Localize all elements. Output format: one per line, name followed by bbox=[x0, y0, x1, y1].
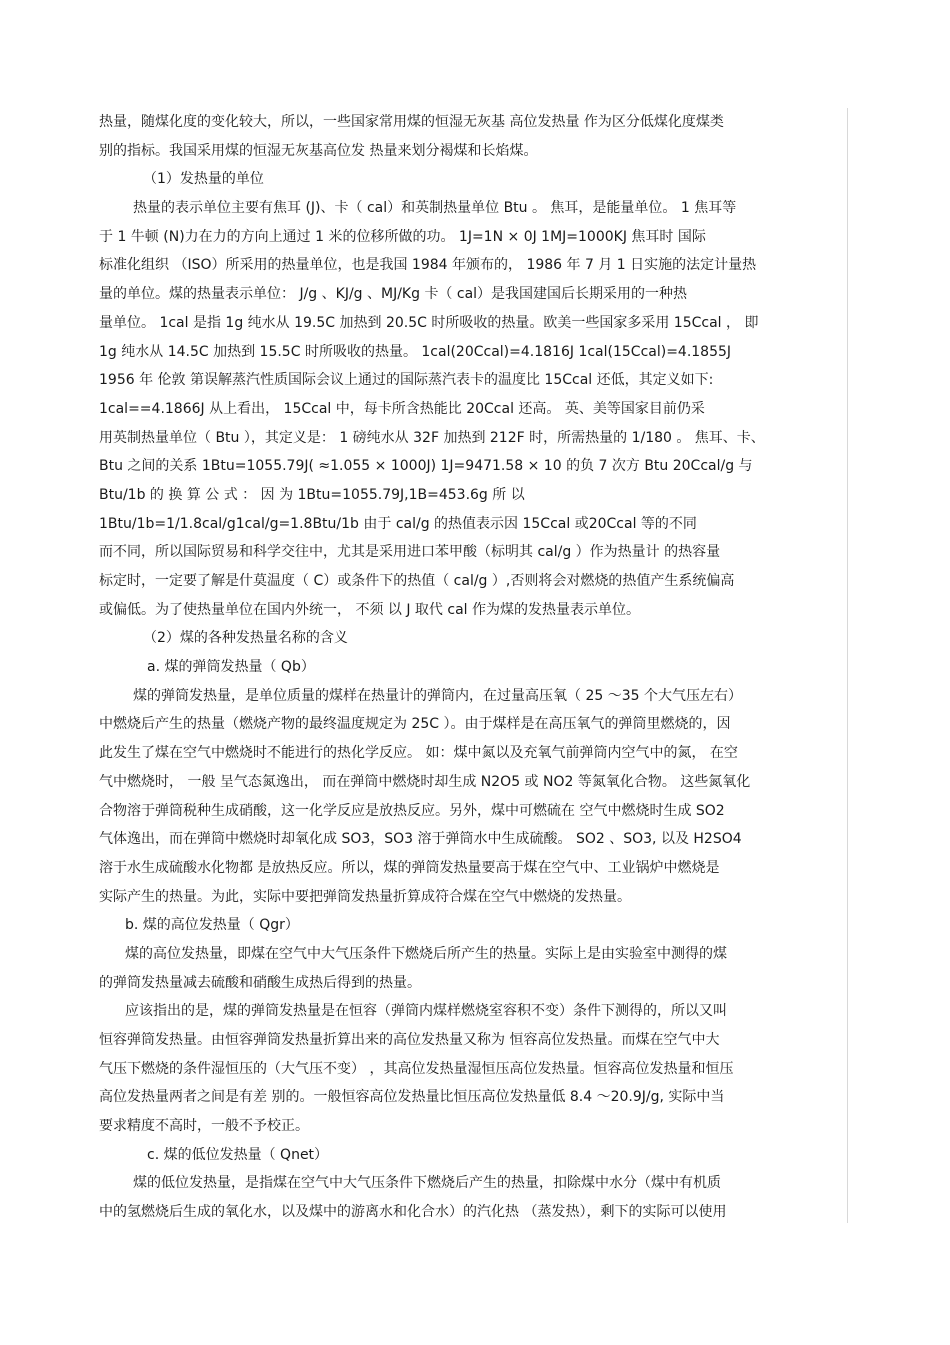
subsection-heading: b. 煤的高位发热量（ Qgr） bbox=[125, 917, 299, 934]
text-line: 高位发热量两者之间是有差 别的。一般恒容高位发热量比恒压高位发热量低 8.4 ～20.9J/g, 实际中当 bbox=[99, 1089, 725, 1106]
text-line: 煤的高位发热量，即煤在空气中大气压条件下燃烧后所产生的热量。实际上是由实验室中测得的煤 bbox=[125, 945, 727, 962]
section-heading: （1）发热量的单位 bbox=[143, 171, 264, 188]
text-line: 实际产生的热量。为此，实际中要把弹筒发热量折算成符合煤在空气中燃烧的发热量。 bbox=[99, 888, 631, 905]
text-line: 量的单位。煤的热量表示单位： J/g 、KJ/g 、MJ/Kg 卡（ cal）是我国建国后长期采用的一种热 bbox=[99, 286, 688, 303]
text-line: 煤的弹筒发热量，是单位质量的煤样在热量计的弹筒内，在过量高压氧（ 25 ～35 个大气压左右） bbox=[133, 687, 742, 704]
subsection-heading: a. 煤的弹筒发热量（ Qb） bbox=[147, 659, 315, 676]
text-line: 用英制热量单位（ Btu ），其定义是： 1 磅纯水从 32F 加热到 212F 时，所需热量的 1/180 。 焦耳、卡、 bbox=[99, 429, 765, 446]
text-line: 于 1 牛顿 (N)力在力的方向上通过 1 米的位移所做的功。 1J=1N × 0J 1MJ=1000KJ 焦耳时 国际 bbox=[99, 228, 706, 245]
text-line: Btu 之间的关系 1Btu=1055.79J( ≈1.055 × 1000J) 1J=9471.58 × 10 的负 7 次方 Btu 20Ccal/g 与 bbox=[99, 458, 753, 475]
text-line: 气中燃烧时， 一般 呈气态氮逸出， 而在弹筒中燃烧时却生成 N2O5 或 NO2 等氮氧化合物。 这些氮氧化 bbox=[99, 773, 751, 790]
page-edge-line bbox=[847, 108, 848, 1223]
text-line: 应该指出的是，煤的弹筒发热量是在恒容（弹筒内煤样燃烧室容积不变）条件下测得的，所以又叫 bbox=[125, 1003, 727, 1020]
text-line: 溶于水生成硫酸水化物都 是放热反应。所以，煤的弹筒发热量要高于煤在空气中、工业锅炉中燃烧是 bbox=[99, 859, 720, 876]
subsection-heading: c. 煤的低位发热量（ Qnet） bbox=[147, 1146, 329, 1163]
text-line: 1Btu/1b=1/1.8cal/g1cal/g=1.8Btu/1b 由于 cal/g 的热值表示因 15Ccal 或20Ccal 等的不同 bbox=[99, 515, 697, 532]
text-line: 中燃烧后产生的热量（燃烧产物的最终温度规定为 25C ）。由于煤样是在高压氧气的弹筒里燃烧的，因 bbox=[99, 716, 731, 733]
text-line: 或偏低。为了使热量单位在国内外统一， 不须 以 J 取代 cal 作为煤的发热量表示单位。 bbox=[99, 601, 640, 618]
text-line: 此发生了煤在空气中燃烧时不能进行的热化学反应。 如：煤中氮以及充氧气前弹筒内空气中的氮， 在空 bbox=[99, 745, 738, 762]
text-line: 热量的表示单位主要有焦耳 (J)、卡（ cal）和英制热量单位 Btu 。 焦耳，是能量单位。 1 焦耳等 bbox=[133, 200, 737, 217]
text-line: 1g 纯水从 14.5C 加热到 15.5C 时所吸收的热量。 1cal(20Ccal)=4.1816J 1cal(15Ccal)=4.1855J bbox=[99, 343, 732, 360]
text-line: 要求精度不高时，一般不予校正。 bbox=[99, 1118, 309, 1135]
document-body bbox=[99, 108, 841, 1227]
text-line: 标准化组织 （ISO）所采用的热量单位，也是我国 1984 年颁布的， 1986 年 7 月 1 日实施的法定计量热 bbox=[99, 257, 757, 274]
text-line: 的弹筒发热量减去硫酸和硝酸生成热后得到的热量。 bbox=[99, 974, 421, 991]
text-line: 气体逸出，而在弹筒中燃烧时却氧化成 SO3，SO3 溶于弹筒水中生成硫酸。 SO2 、SO3, 以及 H2SO4 bbox=[99, 831, 742, 848]
text-line: 煤的低位发热量，是指煤在空气中大气压条件下燃烧后产生的热量，扣除煤中水分（煤中有机质 bbox=[133, 1175, 721, 1192]
text-line: 而不同，所以国际贸易和科学交往中，尤其是采用进口苯甲酸（标明其 cal/g ）作为热量计 的热容量 bbox=[99, 544, 721, 561]
text-line: 中的氢燃烧后生成的氧化水，以及煤中的游离水和化合水）的汽化热 （蒸发热），剩下的实际可以使用 bbox=[99, 1204, 727, 1221]
text-line: 热量，随煤化度的变化较大，所以，一些国家常用煤的恒湿无灰基 高位发热量 作为区分低煤化度煤类 bbox=[99, 114, 724, 130]
section-heading: （2）煤的各种发热量名称的含义 bbox=[143, 630, 348, 647]
text-line: Btu/1b 的 换 算 公 式 ： 因 为 1Btu=1055.79J,1B=453.6g 所 以 bbox=[99, 486, 525, 503]
text-line: 1956 年 伦敦 第误解蒸汽性质国际会议上通过的国际蒸汽表卡的温度比 15Ccal 还低，其定义如下: bbox=[99, 372, 714, 389]
text-line: 标定时，一定要了解是什莫温度（ C）或条件下的热值（ cal/g ）,否则将会对燃烧的热值产生系统偏高 bbox=[99, 573, 735, 589]
text-line: 恒容弹筒发热量。由恒容弹筒发热量折算出来的高位发热量又称为 恒容高位发热量。而煤在空气中大 bbox=[99, 1032, 720, 1048]
text-line: 合物溶于弹筒税种生成硝酸，这一化学反应是放热反应。另外，煤中可燃硫在 空气中燃烧时生成 SO2 bbox=[99, 802, 725, 819]
text-line: 1cal==4.1866J 从上看出， 15Ccal 中，每卡所含热能比 20Ccal 还高。 英、美等国家目前仍采 bbox=[99, 400, 705, 417]
text-line: 别的指标。我国采用煤的恒湿无灰基高位发 热量来划分褐煤和长焰煤。 bbox=[99, 142, 538, 159]
text-line: 气压下燃烧的条件湿恒压的（大气压不变） ，其高位发热量湿恒压高位发热量。恒容高位发热量和恒压 bbox=[99, 1060, 734, 1077]
text-line: 量单位。 1cal 是指 1g 纯水从 19.5C 加热到 20.5C 时所吸收的热量。欧美一些国家多采用 15Ccal ， 即 bbox=[99, 314, 759, 331]
